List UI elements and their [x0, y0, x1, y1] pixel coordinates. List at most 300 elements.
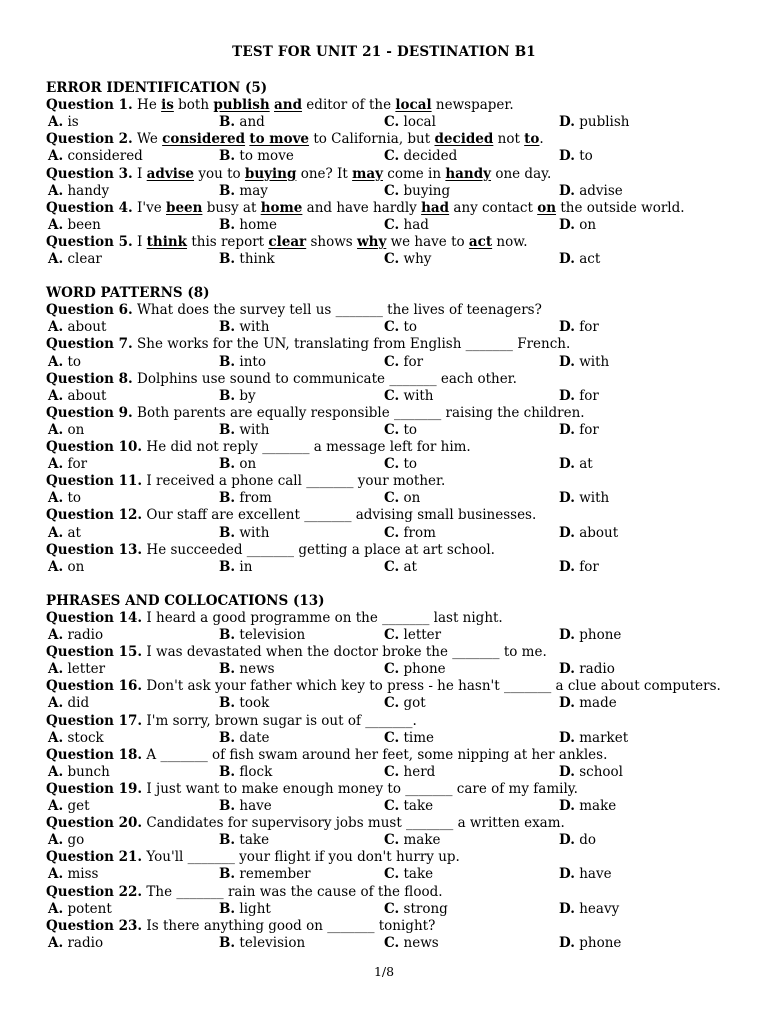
question-text: She works for the UN, translating from English _______ French.	[132, 336, 571, 353]
option-text: make	[399, 832, 441, 849]
option-text: in	[235, 558, 253, 575]
question-stem	[46, 849, 736, 865]
option-letter: D.	[559, 729, 575, 746]
option-letter: C.	[384, 934, 400, 951]
option-text: to	[63, 490, 82, 507]
option-c	[384, 559, 417, 575]
option-d	[559, 901, 619, 917]
question-text: Our staff are excellent _______ advising small businesses.	[142, 507, 537, 524]
option-text: market	[574, 729, 629, 746]
option-text: about	[63, 387, 107, 404]
answer-options	[46, 627, 736, 644]
option-a	[48, 627, 103, 643]
option-text: from	[235, 490, 272, 507]
option-letter: B.	[219, 558, 236, 575]
option-d	[559, 559, 599, 575]
answer-options	[46, 251, 736, 268]
underlined-word: is	[161, 97, 174, 114]
option-letter: A.	[48, 490, 64, 507]
question-text: one day.	[491, 165, 552, 182]
question-text: Both parents are equally responsible _______ raising the children.	[132, 404, 585, 421]
question-stem	[46, 234, 736, 250]
option-d	[559, 490, 609, 506]
option-letter: C.	[384, 763, 400, 780]
option-d	[559, 730, 628, 746]
option-a	[48, 217, 101, 233]
option-c	[384, 319, 417, 335]
option-letter: C.	[384, 524, 400, 541]
option-text: on	[399, 490, 421, 507]
option-letter: A.	[48, 182, 64, 199]
question-number: Question 18.	[46, 746, 143, 763]
option-b	[219, 866, 311, 882]
option-c	[384, 114, 436, 130]
question-stem	[46, 336, 736, 352]
option-text: why	[399, 251, 432, 267]
option-a	[48, 798, 90, 814]
option-c	[384, 422, 417, 438]
option-letter: A.	[48, 251, 64, 267]
option-text: radio	[63, 934, 104, 951]
underlined-word: to	[524, 131, 540, 148]
answer-options	[46, 217, 736, 234]
underlined-word: been	[166, 199, 203, 216]
question-text: I	[132, 233, 147, 250]
option-text: remember	[235, 866, 311, 883]
option-text: took	[235, 695, 270, 712]
option-text: with	[235, 421, 270, 438]
question-text: this report	[187, 233, 269, 250]
option-b	[219, 354, 266, 370]
option-d	[559, 148, 593, 164]
option-letter: C.	[384, 319, 400, 336]
answer-options	[46, 832, 736, 849]
question-text: I heard a good programme on the _______ last night.	[142, 609, 503, 626]
option-letter: C.	[384, 627, 400, 643]
question-number: Question 12.	[46, 507, 143, 524]
option-letter: B.	[219, 148, 236, 165]
option-letter: B.	[219, 934, 236, 951]
option-letter: D.	[559, 216, 575, 233]
option-letter: C.	[384, 251, 400, 267]
option-text: date	[235, 729, 270, 746]
underlined-word: act	[468, 233, 493, 250]
option-letter: A.	[48, 353, 64, 370]
option-text: had	[399, 216, 429, 233]
option-d	[559, 217, 596, 233]
question-stem	[46, 405, 736, 421]
option-letter: B.	[219, 456, 236, 473]
option-letter: A.	[48, 866, 64, 883]
option-b	[219, 148, 294, 164]
option-letter: A.	[48, 387, 64, 404]
option-a	[48, 764, 110, 780]
option-text: get	[63, 798, 90, 814]
question-text: not	[493, 131, 525, 148]
question-text: He	[132, 97, 162, 114]
option-letter: D.	[559, 251, 575, 267]
question-text: I'm sorry, brown sugar is out of _______.	[142, 712, 417, 729]
option-letter: A.	[48, 627, 64, 643]
question-stem	[46, 781, 736, 797]
question-text: shows	[306, 233, 358, 250]
question-text: any contact	[449, 199, 538, 216]
option-text: with	[235, 319, 270, 336]
option-c	[384, 354, 423, 370]
option-a	[48, 525, 81, 541]
option-letter: D.	[559, 114, 575, 131]
option-c	[384, 388, 434, 404]
option-text: stock	[63, 729, 104, 746]
question-stem	[46, 507, 736, 523]
option-text: decided	[399, 148, 458, 165]
option-d	[559, 627, 621, 643]
option-text: do	[574, 832, 596, 849]
option-letter: C.	[384, 900, 400, 917]
underlined-word: buying	[244, 165, 297, 182]
option-text: school	[574, 763, 623, 780]
question-text: one? It	[296, 165, 353, 182]
option-letter: A.	[48, 695, 64, 712]
option-a	[48, 832, 84, 848]
question-number: Question 3.	[46, 165, 133, 182]
option-d	[559, 388, 599, 404]
option-text: into	[235, 353, 266, 370]
option-a	[48, 901, 112, 917]
option-text: about	[574, 524, 619, 541]
option-letter: D.	[559, 627, 575, 643]
option-text: go	[63, 832, 85, 849]
question-text: I	[132, 165, 147, 182]
option-b	[219, 490, 272, 506]
question-number: Question 16.	[46, 678, 143, 695]
option-letter: B.	[219, 182, 236, 199]
option-text: have	[235, 798, 272, 814]
option-a	[48, 661, 105, 677]
option-letter: B.	[219, 798, 236, 814]
option-a	[48, 695, 89, 711]
question-text: He did not reply _______ a message left for him.	[142, 439, 471, 455]
question-stem	[46, 371, 736, 387]
question-stem	[46, 747, 736, 763]
option-d	[559, 354, 609, 370]
question-stem	[46, 166, 736, 182]
answer-options	[46, 935, 736, 952]
option-d	[559, 661, 615, 677]
option-text: news	[235, 661, 275, 678]
question-number: Question 15.	[46, 644, 143, 661]
option-text: with	[235, 524, 270, 541]
option-b	[219, 251, 275, 267]
option-letter: D.	[559, 832, 575, 849]
option-letter: A.	[48, 900, 64, 917]
option-text: about	[63, 319, 107, 336]
option-letter: C.	[384, 182, 400, 199]
question-text: Is there anything good on _______ tonight?	[142, 917, 436, 934]
underlined-word: publish	[213, 97, 270, 114]
option-letter: D.	[559, 900, 575, 917]
option-text: to move	[235, 148, 294, 165]
option-b	[219, 798, 272, 814]
question-text: now.	[492, 233, 528, 250]
option-letter: B.	[219, 490, 236, 507]
option-letter: D.	[559, 661, 575, 678]
option-c	[384, 525, 436, 541]
question-number: Question 2.	[46, 131, 133, 148]
question-text: A _______ of fish swam around her feet, some nipping at her ankles.	[142, 746, 608, 763]
option-letter: A.	[48, 558, 64, 575]
option-letter: A.	[48, 661, 64, 678]
option-text: have	[574, 866, 612, 883]
question-text: He succeeded _______ getting a place at art school.	[142, 541, 495, 558]
page-number: 1/8	[373, 964, 395, 979]
underlined-word: advise	[146, 165, 195, 182]
option-b	[219, 730, 270, 746]
question-text: both	[173, 97, 214, 114]
option-letter: D.	[559, 319, 575, 336]
question-stem	[46, 97, 736, 113]
option-letter: B.	[219, 216, 236, 233]
answer-options	[46, 525, 736, 542]
question-stem	[46, 610, 736, 626]
underlined-word: considered	[162, 131, 246, 148]
underlined-word: why	[357, 233, 387, 250]
option-c	[384, 456, 417, 472]
option-b	[219, 559, 252, 575]
option-letter: D.	[559, 353, 575, 370]
option-text: miss	[63, 866, 99, 883]
question-stem	[46, 918, 736, 934]
option-letter: D.	[559, 387, 575, 404]
option-letter: D.	[559, 866, 575, 883]
option-a	[48, 456, 87, 472]
option-text: home	[235, 216, 278, 233]
option-text: for	[574, 319, 599, 336]
option-text: for	[574, 387, 599, 404]
option-text: at	[63, 524, 81, 541]
option-letter: D.	[559, 934, 575, 951]
option-text: letter	[63, 661, 106, 678]
option-letter: C.	[384, 798, 400, 814]
option-letter: B.	[219, 114, 236, 131]
option-b	[219, 183, 268, 199]
option-a	[48, 388, 106, 404]
option-text: by	[235, 387, 256, 404]
option-a	[48, 114, 79, 130]
question-number: Question 10.	[46, 439, 143, 455]
option-text: on	[63, 421, 85, 438]
option-text: with	[574, 353, 610, 370]
option-a	[48, 183, 109, 199]
question-stem	[46, 200, 736, 216]
option-b	[219, 832, 269, 848]
option-d	[559, 319, 599, 335]
option-text: time	[399, 729, 435, 746]
option-a	[48, 422, 84, 438]
option-d	[559, 183, 623, 199]
option-text: radio	[63, 627, 104, 643]
option-text: heavy	[574, 900, 620, 917]
underlined-word: and	[274, 97, 303, 114]
option-c	[384, 490, 420, 506]
option-b	[219, 661, 275, 677]
section-heading: ERROR IDENTIFICATION (5)	[46, 80, 268, 96]
option-a	[48, 148, 143, 164]
answer-options	[46, 114, 736, 131]
option-letter: B.	[219, 832, 236, 849]
underlined-word: think	[146, 233, 188, 250]
option-text: for	[399, 353, 424, 370]
option-letter: D.	[559, 182, 575, 199]
section-heading: PHRASES AND COLLOCATIONS (13)	[46, 592, 325, 609]
option-b	[219, 764, 272, 780]
option-text: letter	[399, 627, 442, 643]
option-text: buying	[399, 182, 451, 199]
option-letter: D.	[559, 524, 575, 541]
option-text: and	[235, 114, 265, 131]
answer-options	[46, 319, 736, 336]
question-text: come in	[382, 165, 446, 182]
option-text: flock	[235, 763, 273, 780]
option-text: for	[63, 456, 88, 473]
question-number: Question 23.	[46, 917, 143, 934]
option-letter: C.	[384, 490, 400, 507]
option-text: with	[399, 387, 434, 404]
question-text: You'll _______ your flight if you don't hurry up.	[142, 849, 460, 866]
answer-options	[46, 183, 736, 200]
underlined-word: to move	[249, 131, 310, 148]
option-text: phone	[574, 934, 622, 951]
option-text: take	[399, 866, 434, 883]
option-letter: C.	[384, 866, 400, 883]
option-d	[559, 456, 593, 472]
question-text: The _______ rain was the cause of the flood.	[142, 883, 443, 900]
option-letter: C.	[384, 661, 400, 678]
question-stem	[46, 131, 736, 147]
option-text: television	[235, 934, 306, 951]
option-a	[48, 935, 103, 951]
answer-options	[46, 695, 736, 712]
option-letter: B.	[219, 387, 236, 404]
option-text: to	[399, 319, 418, 336]
page-title: TEST FOR UNIT 21 - DESTINATION B1	[232, 44, 536, 60]
option-letter: C.	[384, 832, 400, 849]
option-text: radio	[574, 661, 615, 678]
question-text: we have to	[386, 233, 469, 250]
option-c	[384, 901, 448, 917]
option-text: handy	[63, 182, 110, 199]
option-b	[219, 695, 269, 711]
option-text: at	[574, 456, 593, 473]
option-b	[219, 456, 256, 472]
option-letter: A.	[48, 729, 64, 746]
answer-options	[46, 866, 736, 883]
option-letter: C.	[384, 387, 400, 404]
question-stem	[46, 713, 736, 729]
option-text: from	[399, 524, 436, 541]
option-text: local	[399, 114, 436, 131]
option-text: is	[63, 114, 79, 131]
option-text: take	[235, 832, 270, 849]
option-letter: A.	[48, 832, 64, 849]
option-letter: D.	[559, 558, 575, 575]
option-text: take	[399, 798, 434, 814]
answer-options	[46, 422, 736, 439]
option-text: potent	[63, 900, 112, 917]
option-text: been	[63, 216, 101, 233]
option-letter: C.	[384, 695, 400, 712]
option-letter: D.	[559, 763, 575, 780]
question-stem	[46, 884, 736, 900]
option-text: phone	[399, 661, 446, 678]
option-text: television	[235, 627, 306, 643]
option-c	[384, 798, 433, 814]
option-text: make	[574, 798, 617, 814]
option-letter: A.	[48, 524, 64, 541]
option-text: bunch	[63, 763, 110, 780]
question-text: We	[132, 131, 163, 148]
option-text: for	[574, 421, 599, 438]
underlined-word: clear	[268, 233, 307, 250]
option-text: made	[574, 695, 617, 712]
option-letter: D.	[559, 456, 575, 473]
question-number: Question 19.	[46, 780, 143, 797]
question-stem	[46, 644, 736, 660]
answer-options	[46, 148, 736, 165]
option-letter: C.	[384, 353, 400, 370]
option-c	[384, 183, 450, 199]
question-text: I was devastated when the doctor broke the _______ to me.	[142, 644, 547, 661]
option-letter: A.	[48, 319, 64, 336]
question-number: Question 11.	[46, 473, 143, 490]
question-number: Question 22.	[46, 883, 143, 900]
option-text: for	[574, 558, 599, 575]
option-text: got	[399, 695, 426, 712]
option-text: act	[574, 251, 601, 267]
option-letter: D.	[559, 695, 575, 712]
option-letter: B.	[219, 729, 236, 746]
option-letter: D.	[559, 798, 575, 814]
option-c	[384, 730, 434, 746]
option-text: phone	[574, 627, 622, 643]
answer-options	[46, 559, 736, 576]
underlined-word: on	[537, 199, 557, 216]
option-letter: A.	[48, 148, 64, 165]
option-letter: A.	[48, 421, 64, 438]
underlined-word: handy	[445, 165, 492, 182]
option-c	[384, 627, 441, 643]
question-number: Question 21.	[46, 849, 143, 866]
option-d	[559, 251, 600, 267]
underlined-word: home	[260, 199, 303, 216]
option-letter: C.	[384, 421, 400, 438]
option-c	[384, 866, 433, 882]
option-text: did	[63, 695, 90, 712]
option-letter: C.	[384, 456, 400, 473]
option-letter: B.	[219, 421, 236, 438]
option-letter: D.	[559, 421, 575, 438]
option-letter: B.	[219, 524, 236, 541]
question-number: Question 8.	[46, 370, 133, 387]
question-number: Question 4.	[46, 199, 133, 216]
answer-options	[46, 354, 736, 371]
underlined-word: local	[395, 97, 432, 114]
question-number: Question 7.	[46, 336, 133, 353]
option-a	[48, 490, 81, 506]
option-letter: B.	[219, 661, 236, 678]
option-text: news	[399, 934, 439, 951]
question-number: Question 5.	[46, 233, 133, 250]
